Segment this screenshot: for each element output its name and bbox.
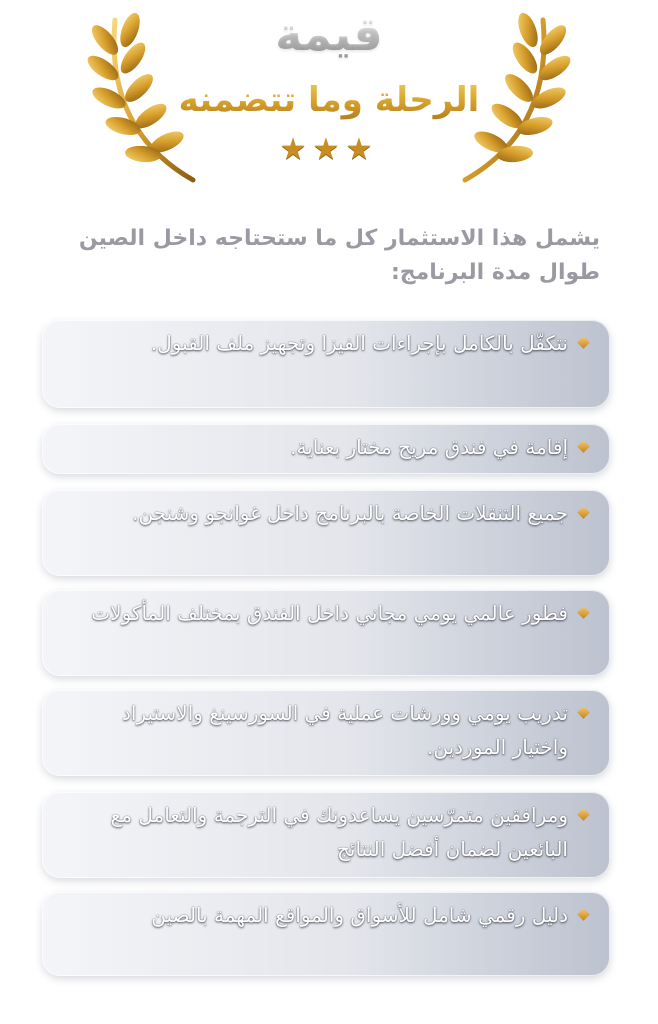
list-item [42,490,610,576]
rating-stars: ★★★ [279,132,379,167]
diamond-bullet-icon [577,506,590,519]
diamond-bullet-icon [577,336,590,349]
title-value: قيمة [0,4,658,64]
list-item [42,792,610,878]
diamond-bullet-icon [577,440,590,453]
list-item-text: تدريب يومي وورشات عملية في السورسينغ والاستيراد واختيار الموردين. [121,701,568,759]
diamond-bullet-icon [577,706,590,719]
intro-text: يشمل هذا الاستثمار كل ما ستحتاجه داخل الصين طوال مدة البرنامج: [78,226,600,285]
list-item [42,690,610,776]
title-trip-contents: الرحلة وما تتضمنه [0,74,658,126]
list-item-text: جميع التنقلات الخاصة بالبرنامج داخل غوانجو وشنجن. [132,501,568,525]
diamond-bullet-icon [577,908,590,921]
diamond-bullet-icon [577,808,590,821]
list-item-text: دليل رقمي شامل للأسواق والمواقع المهمة بالصين [151,903,568,927]
list-item [42,590,610,676]
list-item-text: فطور عالمي يومي مجاني داخل الفندق بمختلف المأكولات [91,601,568,625]
list-item [42,424,610,474]
list-item [42,320,610,408]
diamond-bullet-icon [577,606,590,619]
list-item-text: نتكفّل بالكامل بإجراءات الفيزا وتجهيز ملف القبول. [150,331,568,355]
list-item-text: إقامة في فندق مريح مختار بعناية. [290,435,568,459]
list-item [42,892,610,976]
list-item-text: ومرافقين متمرّسين يساعدونك في الترجمة والتعامل مع البائعين لضمان أفضل النتائج [110,803,568,861]
